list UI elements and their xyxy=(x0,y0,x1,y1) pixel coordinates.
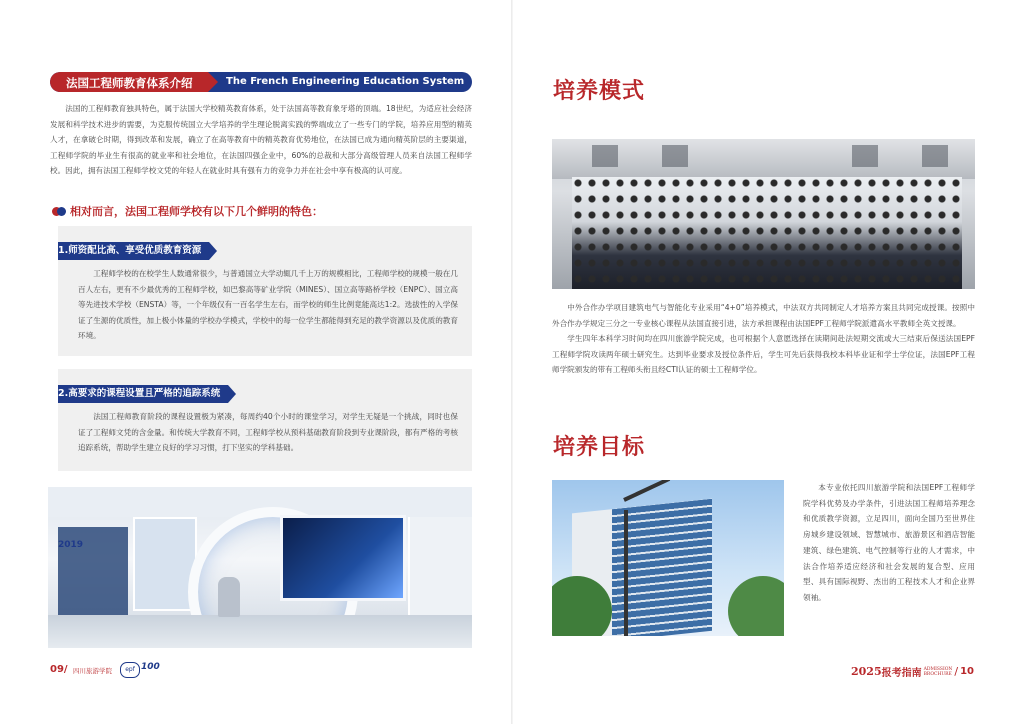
training-mode-title: 培养模式 xyxy=(553,79,646,104)
feature-card-2-text: 法国工程师教育阶段的课程设置极为紧凑，每周约40个小时的课堂学习，对学生无疑是一个挑战，同时也保证了工程师文凭的含金量。和传统大学教育不同，工程师学校从预科基础教育阶段到专业课阶段，都有严格的考核追踪系统，帮助学生建立良好的学习习惯，打下坚实的学科基础。 xyxy=(78,412,458,452)
intro-paragraph: 法国的工程师教育独具特色，属于法国大学校精英教育体系，处于法国高等教育象牙塔的顶端。18世纪，为适应社会经济发展和科学技术进步的需要，为克服传统国立大学培养的学生理论脱离实践的弊端成立了一些专门的学院，培养应用型的精英人才，在拿破仑时期，得到改革和发展，确立了在高等教育中的精英教育优势地位，在法国已成为通向精英阶层的主要渠道，工程师学院的毕业生有很高的就业率和社会地位，在法国四强企业中，60%的总裁和大部分高级管理人员来自法国工程师学校。因此，拥有法国工程师学校文凭的年轻人在就业时具有强有力的竞争力并在社会中享有极高的认可度。 xyxy=(50,104,472,176)
group-photo-window xyxy=(852,145,878,167)
feature-card-2 xyxy=(58,369,472,471)
lab-floor xyxy=(48,615,472,648)
group-photo xyxy=(552,139,975,289)
tree-right xyxy=(728,576,784,636)
street-lamp xyxy=(624,510,628,636)
group-photo-window xyxy=(592,145,618,167)
campus-building-photo xyxy=(552,480,784,636)
brochure-year: 2025 xyxy=(851,665,882,678)
features-heading xyxy=(52,203,323,219)
footer-slash: / xyxy=(954,665,959,678)
lab-photo-year-label: 2019 xyxy=(58,540,84,550)
street-lamp-arm xyxy=(623,480,670,502)
brochure-guide: 报考指南 xyxy=(881,668,922,679)
feature-card-2-title-text: 2.高要求的课程设置且严格的追踪系统 xyxy=(58,388,221,399)
features-heading-text: 相对而言，法国工程师学校有以下几个鲜明的特色： xyxy=(70,205,323,218)
brochure-en xyxy=(924,667,953,677)
training-goal-title: 培养目标 xyxy=(553,435,646,460)
page-gutter xyxy=(511,0,513,724)
lab-robot xyxy=(218,577,240,617)
group-photo-window xyxy=(922,145,948,167)
brochure-en-line-1: ADMISSION xyxy=(923,666,953,672)
right-page-number: 10 xyxy=(960,666,974,677)
right-footer xyxy=(851,661,974,680)
school-logo-text: 四川旅游学院 xyxy=(73,667,112,675)
bullet-blue-icon xyxy=(57,207,66,216)
group-photo-crowd xyxy=(572,177,962,289)
section-header-bar xyxy=(50,72,472,92)
section-header-zh: 法国工程师教育体系介绍 xyxy=(66,76,193,90)
training-goal-text: 本专业依托四川旅游学院和法国EPF工程师学院学科优势及办学条件，引进法国工程师培养理念和优质教学资源，立足四川，面向全国乃至世界住房城乡建设领域、智慧城市、旅游景区和酒店智能建筑、绿色建筑、电气控制等行业的人才需求，中法合作培养适应经济和社会发展的复合型、应用型、具有国际视野、杰出的工程技术人才和企业界领袖。 xyxy=(803,483,975,602)
training-mode-paragraph-2: 学生四年本科学习时间均在四川旅游学院完成，也可根据个人意愿选择在读期间赴法短期交流或大三结束后保送法国EPF工程师学院攻读两年硕士研究生。达到毕业要求及授位条件后，学生可先后获得我校本科毕业证和学士学位证，法国EPF工程师学院颁发的带有工程师头衔且经CTI认证的硕士工程师学位。 xyxy=(552,334,975,375)
training-mode-paragraph-1: 中外合作办学项目建筑电气与智能化专业采用“4+0”培养模式，中法双方共同制定人才培养方案且共同完成授课。按照中外合作办学规定三分之一专业核心课程从法国直接引进，法方承担课程由法国EPF工程师学院派遣高水平教师全英文授课。 xyxy=(552,303,975,328)
feature-card-1-text: 工程师学校的在校学生人数通常很少，与普通国立大学动辄几千上万的规模相比，工程师学校的规模一般在几百人左右，更有不少最优秀的工程师学校，如巴黎高等矿业学院（MINES）、国立高等路桥学校（ENPC）、国立高等先进技术学校（ENSTA）等，一个年级仅有一百名学生左右，而学校的师生比例竟能高达1:2。选拔性的入学保证了生源的优质性，加上极小体量的学校办学模式，学校中的每一位学生都能得到充足的教学资源以及优质的教育环境。 xyxy=(78,269,458,340)
feature-card-1-title-text: 1.师资配比高、享受优质教育资源 xyxy=(58,245,202,256)
training-mode-text xyxy=(552,300,975,378)
lab-photo xyxy=(48,487,472,648)
feature-card-2-title xyxy=(58,385,228,403)
left-page-number: 09/ xyxy=(50,664,68,675)
brochure-en-line-2: BROCHURE xyxy=(923,671,952,677)
section-header-en: The French Engineering Education System xyxy=(226,76,465,87)
epf-logo: epf xyxy=(120,662,140,678)
lab-right-wall xyxy=(408,517,472,617)
group-photo-window xyxy=(662,145,688,167)
feature-card-1-title xyxy=(58,242,209,260)
lab-big-screen xyxy=(280,515,406,601)
feature-card-1 xyxy=(58,226,472,356)
epf-100-logo: 100 xyxy=(141,662,160,672)
